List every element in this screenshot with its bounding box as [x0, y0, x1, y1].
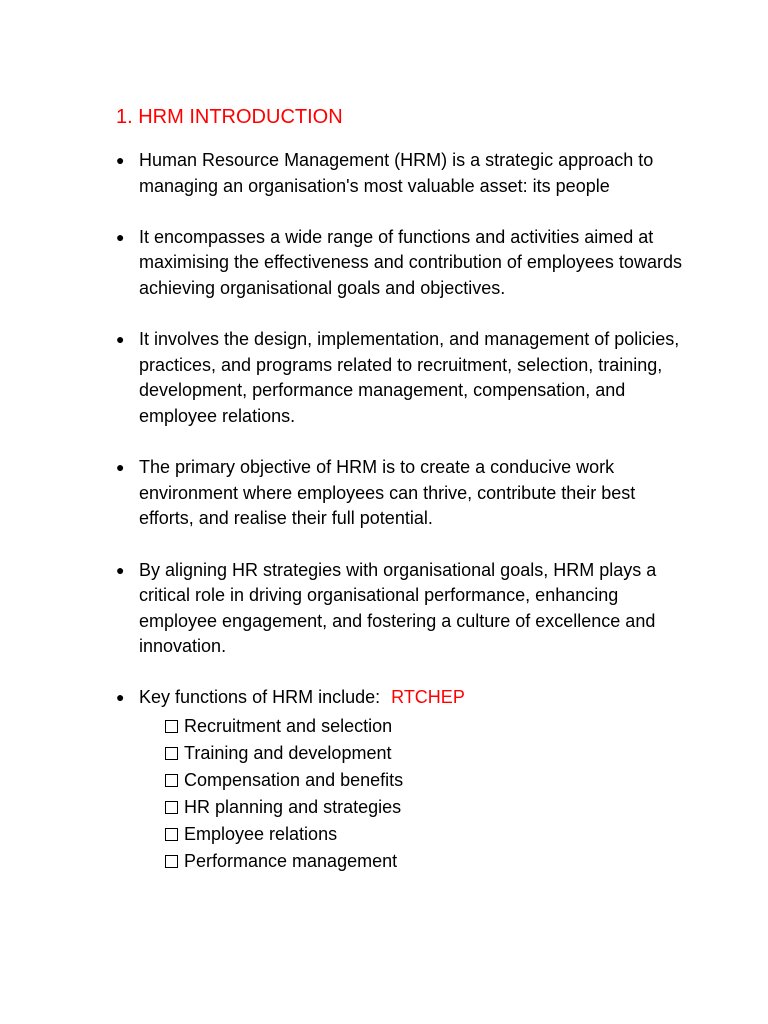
key-functions-acronym: RTCHEP: [391, 687, 465, 708]
checklist-item: [165, 821, 686, 848]
checkbox-icon: [165, 747, 178, 760]
bullet-item: [116, 148, 686, 199]
bullet-text: It encompasses a wide range of functions and activities aimed at maximising the effectiveness and contribution of employees towards achieving organisational goals and objectives.: [139, 226, 682, 298]
checklist-item: [165, 767, 686, 794]
section-heading: 1. HRM INTRODUCTION: [116, 106, 343, 128]
bullet-dot-icon: ●: [116, 561, 125, 578]
key-functions-checklist: [139, 713, 686, 875]
bullet-dot-icon: ●: [116, 228, 125, 245]
bullet-item: [116, 327, 686, 429]
checklist-item: [165, 794, 686, 821]
checkbox-icon: [165, 828, 178, 841]
bullet-item: [116, 225, 686, 302]
bullet-text: Human Resource Management (HRM) is a strategic approach to managing an organisation's most valuable asset: its people: [139, 150, 654, 196]
bullet-item: [116, 558, 686, 660]
bullet-dot-icon: ●: [116, 152, 125, 168]
checklist-item-label: Training and development: [184, 743, 392, 764]
checkbox-icon: [165, 801, 178, 814]
checklist-item-label: Compensation and benefits: [184, 770, 404, 791]
checklist-item-label: HR planning and strategies: [184, 797, 402, 818]
bullet-item: [116, 455, 686, 532]
bullet-item-key-functions: [116, 685, 686, 875]
checklist-item-label: Performance management: [184, 851, 398, 872]
key-functions-line: [139, 685, 686, 711]
checklist-item: [165, 713, 686, 740]
key-functions-label: Key functions of HRM include:: [139, 687, 381, 708]
bullet-text: By aligning HR strategies with organisational goals, HRM plays a critical role in driving organisational performance, enhancing employee engagement, and fostering a culture of excellence and innovation.: [139, 559, 657, 657]
bullet-list: [116, 148, 686, 901]
bullet-dot-icon: ●: [116, 689, 125, 706]
bullet-text: It involves the design, implementation, and management of policies, practices, and programs related to recruitment, selection, training, development, performance management, compensation, and employee relations.: [139, 329, 680, 426]
checklist-item-label: Employee relations: [184, 824, 338, 845]
checkbox-icon: [165, 720, 178, 733]
checklist-item-label: Recruitment and selection: [184, 716, 393, 737]
checklist-item: [165, 740, 686, 767]
checkbox-icon: [165, 774, 178, 787]
bullet-dot-icon: ●: [116, 331, 125, 348]
checkbox-icon: [165, 855, 178, 868]
bullet-dot-icon: ●: [116, 459, 125, 476]
checklist-item: [165, 848, 686, 875]
bullet-text: The primary objective of HRM is to create a conducive work environment where employees can thrive, contribute their best efforts, and realise their full potential.: [139, 457, 636, 529]
